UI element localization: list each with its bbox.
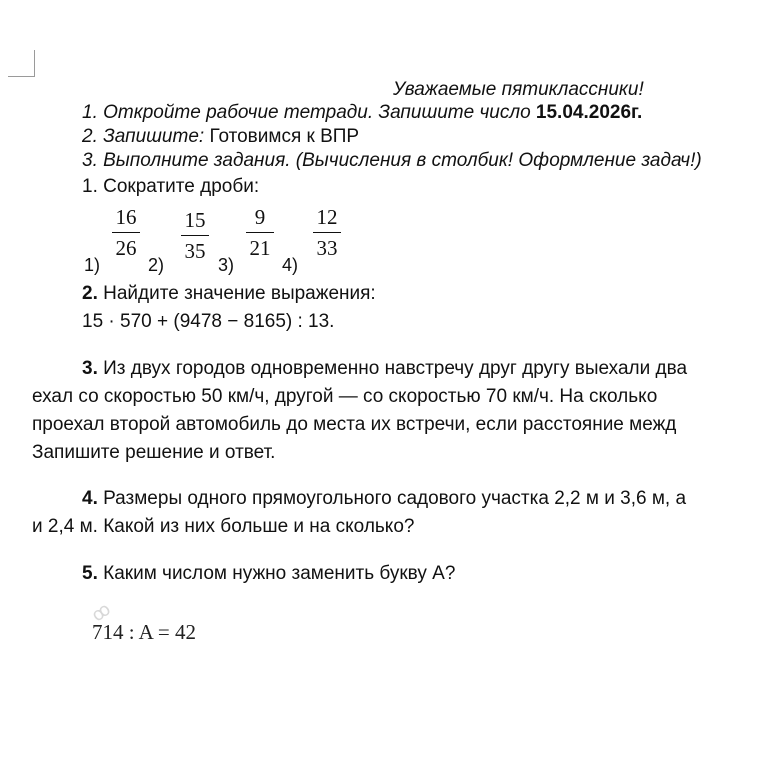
task-5-heading xyxy=(82,562,455,586)
fraction-4-label: 4) xyxy=(282,255,299,275)
fraction-1 xyxy=(106,206,146,259)
fraction-2-denominator: 35 xyxy=(184,239,206,263)
task-3-text-1: Из двух городов одновременно навстречу друг другу выехали два xyxy=(97,358,688,379)
fraction-4-bar xyxy=(313,232,341,233)
task-1-heading xyxy=(82,175,259,199)
task-1-number: 1. xyxy=(82,176,98,197)
fraction-3-bar xyxy=(246,232,274,233)
task-1-text: Сократите дроби: xyxy=(97,176,260,197)
instruction-1 xyxy=(82,101,642,125)
fraction-3 xyxy=(240,206,280,259)
fraction-3-denominator: 21 xyxy=(249,236,271,260)
fraction-1-numerator: 16 xyxy=(115,205,137,229)
fraction-2-numerator: 15 xyxy=(184,208,206,232)
fraction-4-numerator: 12 xyxy=(316,205,338,229)
task-4-number: 4. xyxy=(82,488,98,509)
task-2-number: 2. xyxy=(82,283,98,304)
lesson-title: Готовимся к ВПР xyxy=(209,126,360,147)
page-corner-mark xyxy=(8,50,35,77)
fraction-1-denominator: 26 xyxy=(115,236,137,260)
task-5-text: Каким числом нужно заменить букву А? xyxy=(97,563,456,584)
task-3-number: 3. xyxy=(82,358,98,379)
instruction-1-text: 1. Откройте рабочие тетради. Запишите число xyxy=(82,102,536,123)
fraction-3-numerator: 9 xyxy=(254,205,266,229)
task-2-heading xyxy=(82,282,376,306)
fraction-2 xyxy=(175,209,215,262)
lesson-date: 15.04.2026г. xyxy=(535,102,643,123)
task-4-text-1: Размеры одного прямоугольного садового участка 2,2 м и 3,6 м, а xyxy=(97,488,687,509)
task-4-line-2: и 2,4 м. Какой из них больше и на сколько? xyxy=(32,516,415,537)
instruction-3: 3. Выполните задания. (Вычисления в столбик! Оформление задач!) xyxy=(82,150,702,171)
task-3-line-2: ехал со скоростью 50 км/ч, другой — со скоростью 70 км/ч. На сколько xyxy=(32,386,658,407)
fraction-3-label: 3) xyxy=(218,255,235,275)
fraction-2-bar xyxy=(181,235,209,236)
task-4-line-1 xyxy=(82,487,686,511)
fraction-1-label: 1) xyxy=(84,255,101,275)
task-3-line-3: проехал второй автомобиль до места их встречи, если расстояние межд xyxy=(32,414,677,435)
instruction-2-text: 2. Запишите: xyxy=(82,126,210,147)
watermark-mark: ꝏ xyxy=(87,598,115,626)
task-2-expression: 15 · 570 + (9478 − 8165) : 13. xyxy=(82,311,335,332)
task-5-number: 5. xyxy=(82,563,98,584)
task-5-equation: 714 : A = 42 xyxy=(92,620,197,644)
fraction-4-denominator: 33 xyxy=(316,236,338,260)
task-2-text: Найдите значение выражения: xyxy=(97,283,376,304)
greeting-heading: Уважаемые пятиклассники! xyxy=(393,79,644,100)
fraction-1-bar xyxy=(112,232,140,233)
fraction-2-label: 2) xyxy=(148,255,165,275)
fraction-4 xyxy=(307,206,347,259)
instruction-2 xyxy=(82,125,359,149)
task-3-line-1 xyxy=(82,357,687,381)
task-3-line-4: Запишите решение и ответ. xyxy=(32,442,276,463)
